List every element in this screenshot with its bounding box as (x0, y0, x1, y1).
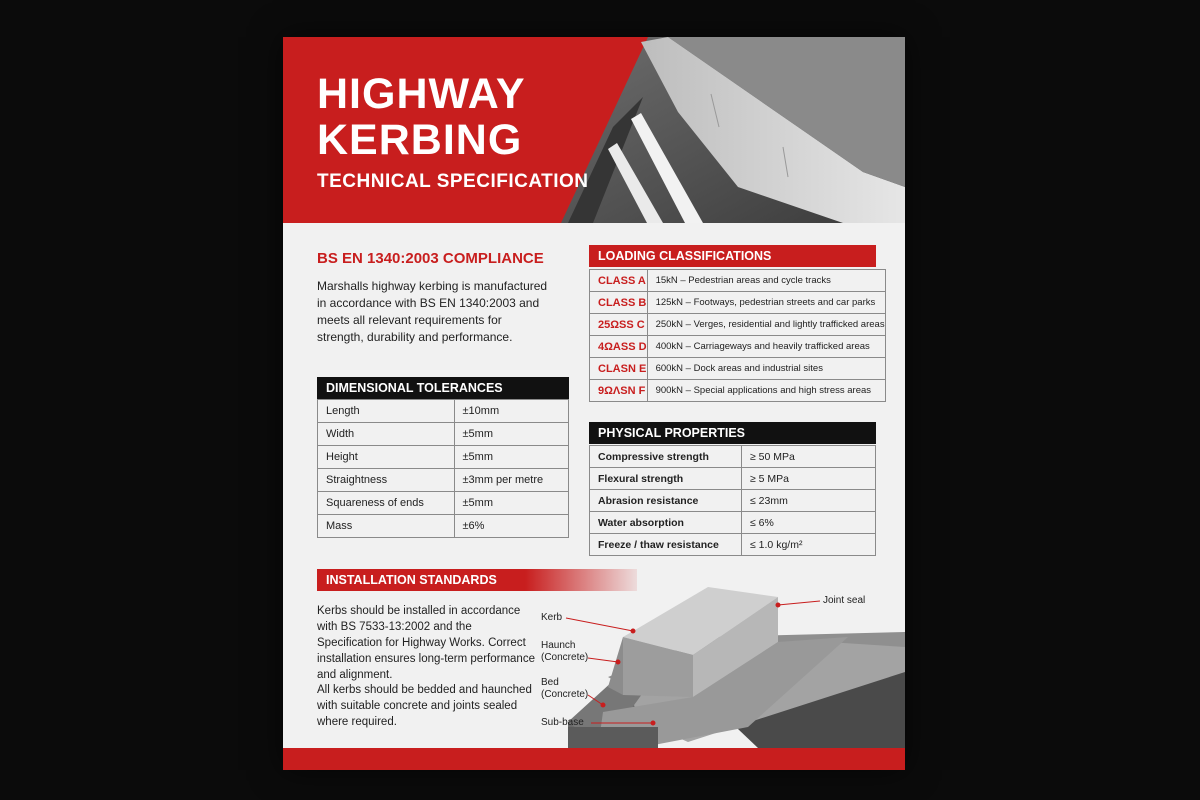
dimensional-heading: DIMENSIONAL TOLERANCES (317, 377, 569, 399)
row-label: Height (318, 446, 455, 469)
row-value: ≥ 5 MPa (742, 468, 876, 490)
class-code: CLASS B (590, 292, 648, 314)
class-code: CLASS A (590, 270, 648, 292)
row-label: Squareness of ends (318, 492, 455, 515)
row-value: 400kN – Carriageways and heavily trafficked areas (647, 336, 885, 358)
row-label: Straightness (318, 469, 455, 492)
physical-heading: PHYSICAL PROPERTIES (589, 422, 876, 444)
row-value: ≤ 23mm (742, 490, 876, 512)
label-subbase: Sub-base (541, 717, 584, 728)
title-line-1: HIGHWAY (317, 70, 526, 118)
row-value: ≥ 50 MPa (742, 446, 876, 468)
label-leader-lines (283, 37, 905, 770)
label-haunch-title: Haunch (541, 640, 576, 651)
footer-bar (283, 748, 905, 770)
class-code: 9ΩΛSN F (590, 380, 648, 402)
row-label: Compressive strength (590, 446, 742, 468)
row-value: 125kN – Footways, pedestrian streets and car parks (647, 292, 885, 314)
row-value: 900kN – Special applications and high stress areas (647, 380, 885, 402)
row-label: Water absorption (590, 512, 742, 534)
row-label: Length (318, 400, 455, 423)
installation-heading: INSTALLATION STANDARDS (317, 569, 637, 591)
class-code: 25ΩSS C (590, 314, 648, 336)
row-value: ±5mm (454, 423, 568, 446)
row-label: Freeze / thaw resistance (590, 534, 742, 556)
row-value: ±5mm (454, 446, 568, 469)
installation-text-1: Kerbs should be installed in accordance with BS 7533-13:2002 and the Specification for Highway Works. Correct installation ensures long-term performance and alignment. (317, 605, 535, 681)
label-bed-title: Bed (541, 677, 559, 688)
row-value: ≤ 1.0 kg/m² (742, 534, 876, 556)
page-subtitle: TECHNICAL SPECIFICATION (317, 171, 589, 192)
row-value: ±10mm (454, 400, 568, 423)
row-value: 250kN – Verges, residential and lightly trafficked areas (647, 314, 885, 336)
row-value: ±6% (454, 515, 568, 538)
row-label: Abrasion resistance (590, 490, 742, 512)
class-code: 4ΩASS D (590, 336, 648, 358)
compliance-heading: BS EN 1340:2003 COMPLIANCE (317, 250, 544, 267)
loading-heading: LOADING CLASSIFICATIONS (589, 245, 876, 267)
label-haunch-sub: (Concrete) (541, 652, 589, 663)
row-value: ±5mm (454, 492, 568, 515)
row-value: ±3mm per metre (454, 469, 568, 492)
row-label: Flexural strength (590, 468, 742, 490)
row-value: ≤ 6% (742, 512, 876, 534)
row-value: 15kN – Pedestrian areas and cycle tracks (647, 270, 885, 292)
spec-sheet (283, 37, 905, 770)
class-code: CLASN E (590, 358, 648, 380)
row-value: 600kN – Dock areas and industrial sites (647, 358, 885, 380)
label-joint-seal: Joint seal (823, 595, 866, 606)
label-kerb: Kerb (541, 612, 563, 623)
row-label: Mass (318, 515, 455, 538)
title-line-2: KERBING (317, 116, 523, 164)
label-bed-sub: (Concrete) (541, 689, 589, 700)
row-label: Width (318, 423, 455, 446)
installation-text-2: All kerbs should be bedded and haunched with suitable concrete and joints sealed where required. (317, 684, 532, 728)
compliance-text: Marshalls highway kerbing is manufactured in accordance with BS EN 1340:2003 and meets all relevant requirements for strength, durability and performance. (317, 279, 548, 344)
